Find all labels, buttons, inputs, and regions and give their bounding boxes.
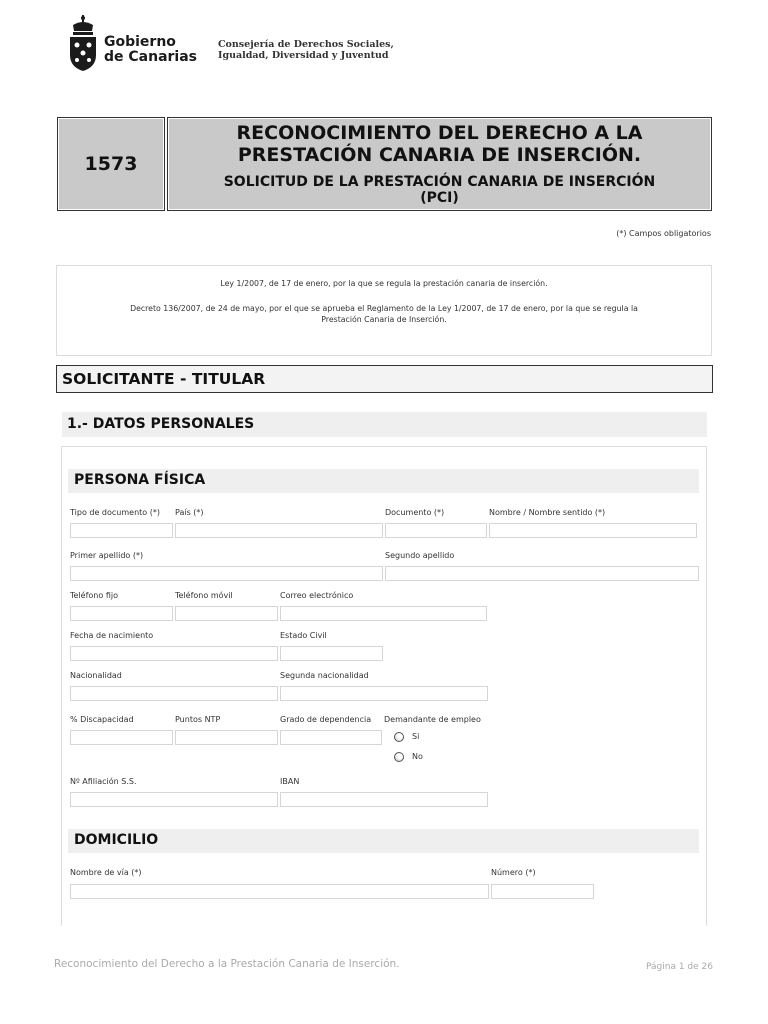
estado-civil-select[interactable] — [280, 646, 383, 661]
telefono-movil-label: Teléfono móvil — [175, 591, 233, 600]
documento-label: Documento (*) — [385, 508, 445, 517]
legal-references — [56, 265, 712, 356]
segundo-apellido-label: Segundo apellido — [385, 551, 455, 560]
afiliacion-label: Nº Afiliación S.S. — [70, 777, 137, 786]
grado-dependencia-field[interactable] — [280, 730, 382, 745]
persona-fisica-heading: PERSONA FÍSICA — [68, 469, 699, 493]
nombre-label: Nombre / Nombre sentido (*) — [489, 508, 606, 517]
form-title: RECONOCIMIENTO DEL DERECHO A LA PRESTACIÓN CANARIA DE INSERCIÓN. — [236, 122, 643, 166]
nombre-via-label: Nombre de vía (*) — [70, 868, 142, 877]
pais-label: País (*) — [175, 508, 204, 517]
demandante-si-radio[interactable] — [394, 732, 404, 742]
pais-select[interactable] — [175, 523, 383, 538]
demandante-empleo-label: Demandante de empleo — [384, 715, 481, 724]
radio-no-label: No — [412, 752, 423, 761]
grado-dependencia-label: Grado de dependencia — [280, 715, 372, 724]
primer-apellido-label: Primer apellido (*) — [70, 551, 144, 560]
segundo-apellido-field[interactable] — [385, 566, 699, 581]
domicilio-heading: DOMICILIO — [68, 829, 699, 853]
estado-civil-label: Estado Civil — [280, 631, 327, 640]
form-subtitle: SOLICITUD DE LA PRESTACIÓN CANARIA DE INSERCIÓN (PCI) — [223, 174, 656, 206]
form-header — [57, 117, 712, 211]
coat-of-arms-icon — [68, 15, 98, 71]
tipo-documento-select[interactable] — [70, 523, 173, 538]
iban-label: IBAN — [280, 777, 300, 786]
demandante-no-radio[interactable] — [394, 752, 404, 762]
afiliacion-field[interactable] — [70, 792, 278, 807]
puntos-ntp-field[interactable] — [175, 730, 278, 745]
law-reference: Ley 1/2007, de 17 de enero, por la que se regula la prestación canaria de inserción. — [220, 279, 548, 288]
discapacidad-label: % Discapacidad — [70, 715, 134, 724]
gobierno-canarias-logo — [68, 15, 398, 73]
fecha-nacimiento-label: Fecha de nacimiento — [70, 631, 154, 640]
section-title: SOLICITANTE - TITULAR — [56, 365, 713, 393]
nombre-field[interactable] — [489, 523, 697, 538]
form-code: 1573 — [57, 117, 165, 211]
iban-field[interactable] — [280, 792, 488, 807]
nombre-via-field[interactable] — [70, 884, 489, 899]
numero-label: Número (*) — [491, 868, 536, 877]
nacionalidad-label: Nacionalidad — [70, 671, 122, 680]
required-fields-note: (*) Campos obligatorios — [616, 229, 711, 238]
telefono-fijo-label: Teléfono fijo — [70, 591, 118, 600]
telefono-movil-field[interactable] — [175, 606, 278, 621]
form-title-box — [167, 117, 712, 211]
nacionalidad-select[interactable] — [70, 686, 278, 701]
footer-doc-title: Reconocimiento del Derecho a la Prestación Canaria de Inserción. — [54, 958, 400, 970]
puntos-ntp-label: Puntos NTP — [175, 715, 221, 724]
discapacidad-field[interactable] — [70, 730, 173, 745]
correo-field[interactable] — [280, 606, 487, 621]
department-name: Consejería de Derechos Sociales, Igualdad, Diversidad y Juventud — [218, 39, 394, 61]
decree-reference: Decreto 136/2007, de 24 de mayo, por el que se aprueba el Reglamento de la Ley 1/2007, de 17 de enero, por la que se regula la Prestación Canaria de Inserción. — [130, 304, 638, 324]
radio-si-label: Si — [412, 732, 420, 741]
numero-field[interactable] — [491, 884, 594, 899]
segunda-nacionalidad-select[interactable] — [280, 686, 488, 701]
fecha-nacimiento-field[interactable] — [70, 646, 278, 661]
telefono-fijo-field[interactable] — [70, 606, 173, 621]
documento-field[interactable] — [385, 523, 487, 538]
page-number: Página 1 de 26 — [646, 962, 713, 972]
correo-label: Correo electrónico — [280, 591, 354, 600]
subsection-title: 1.- DATOS PERSONALES — [62, 412, 707, 437]
tipo-documento-label: Tipo de documento (*) — [70, 508, 160, 517]
primer-apellido-field[interactable] — [70, 566, 383, 581]
logo-wordmark: Gobierno de Canarias — [104, 34, 198, 65]
segunda-nacionalidad-label: Segunda nacionalidad — [280, 671, 369, 680]
